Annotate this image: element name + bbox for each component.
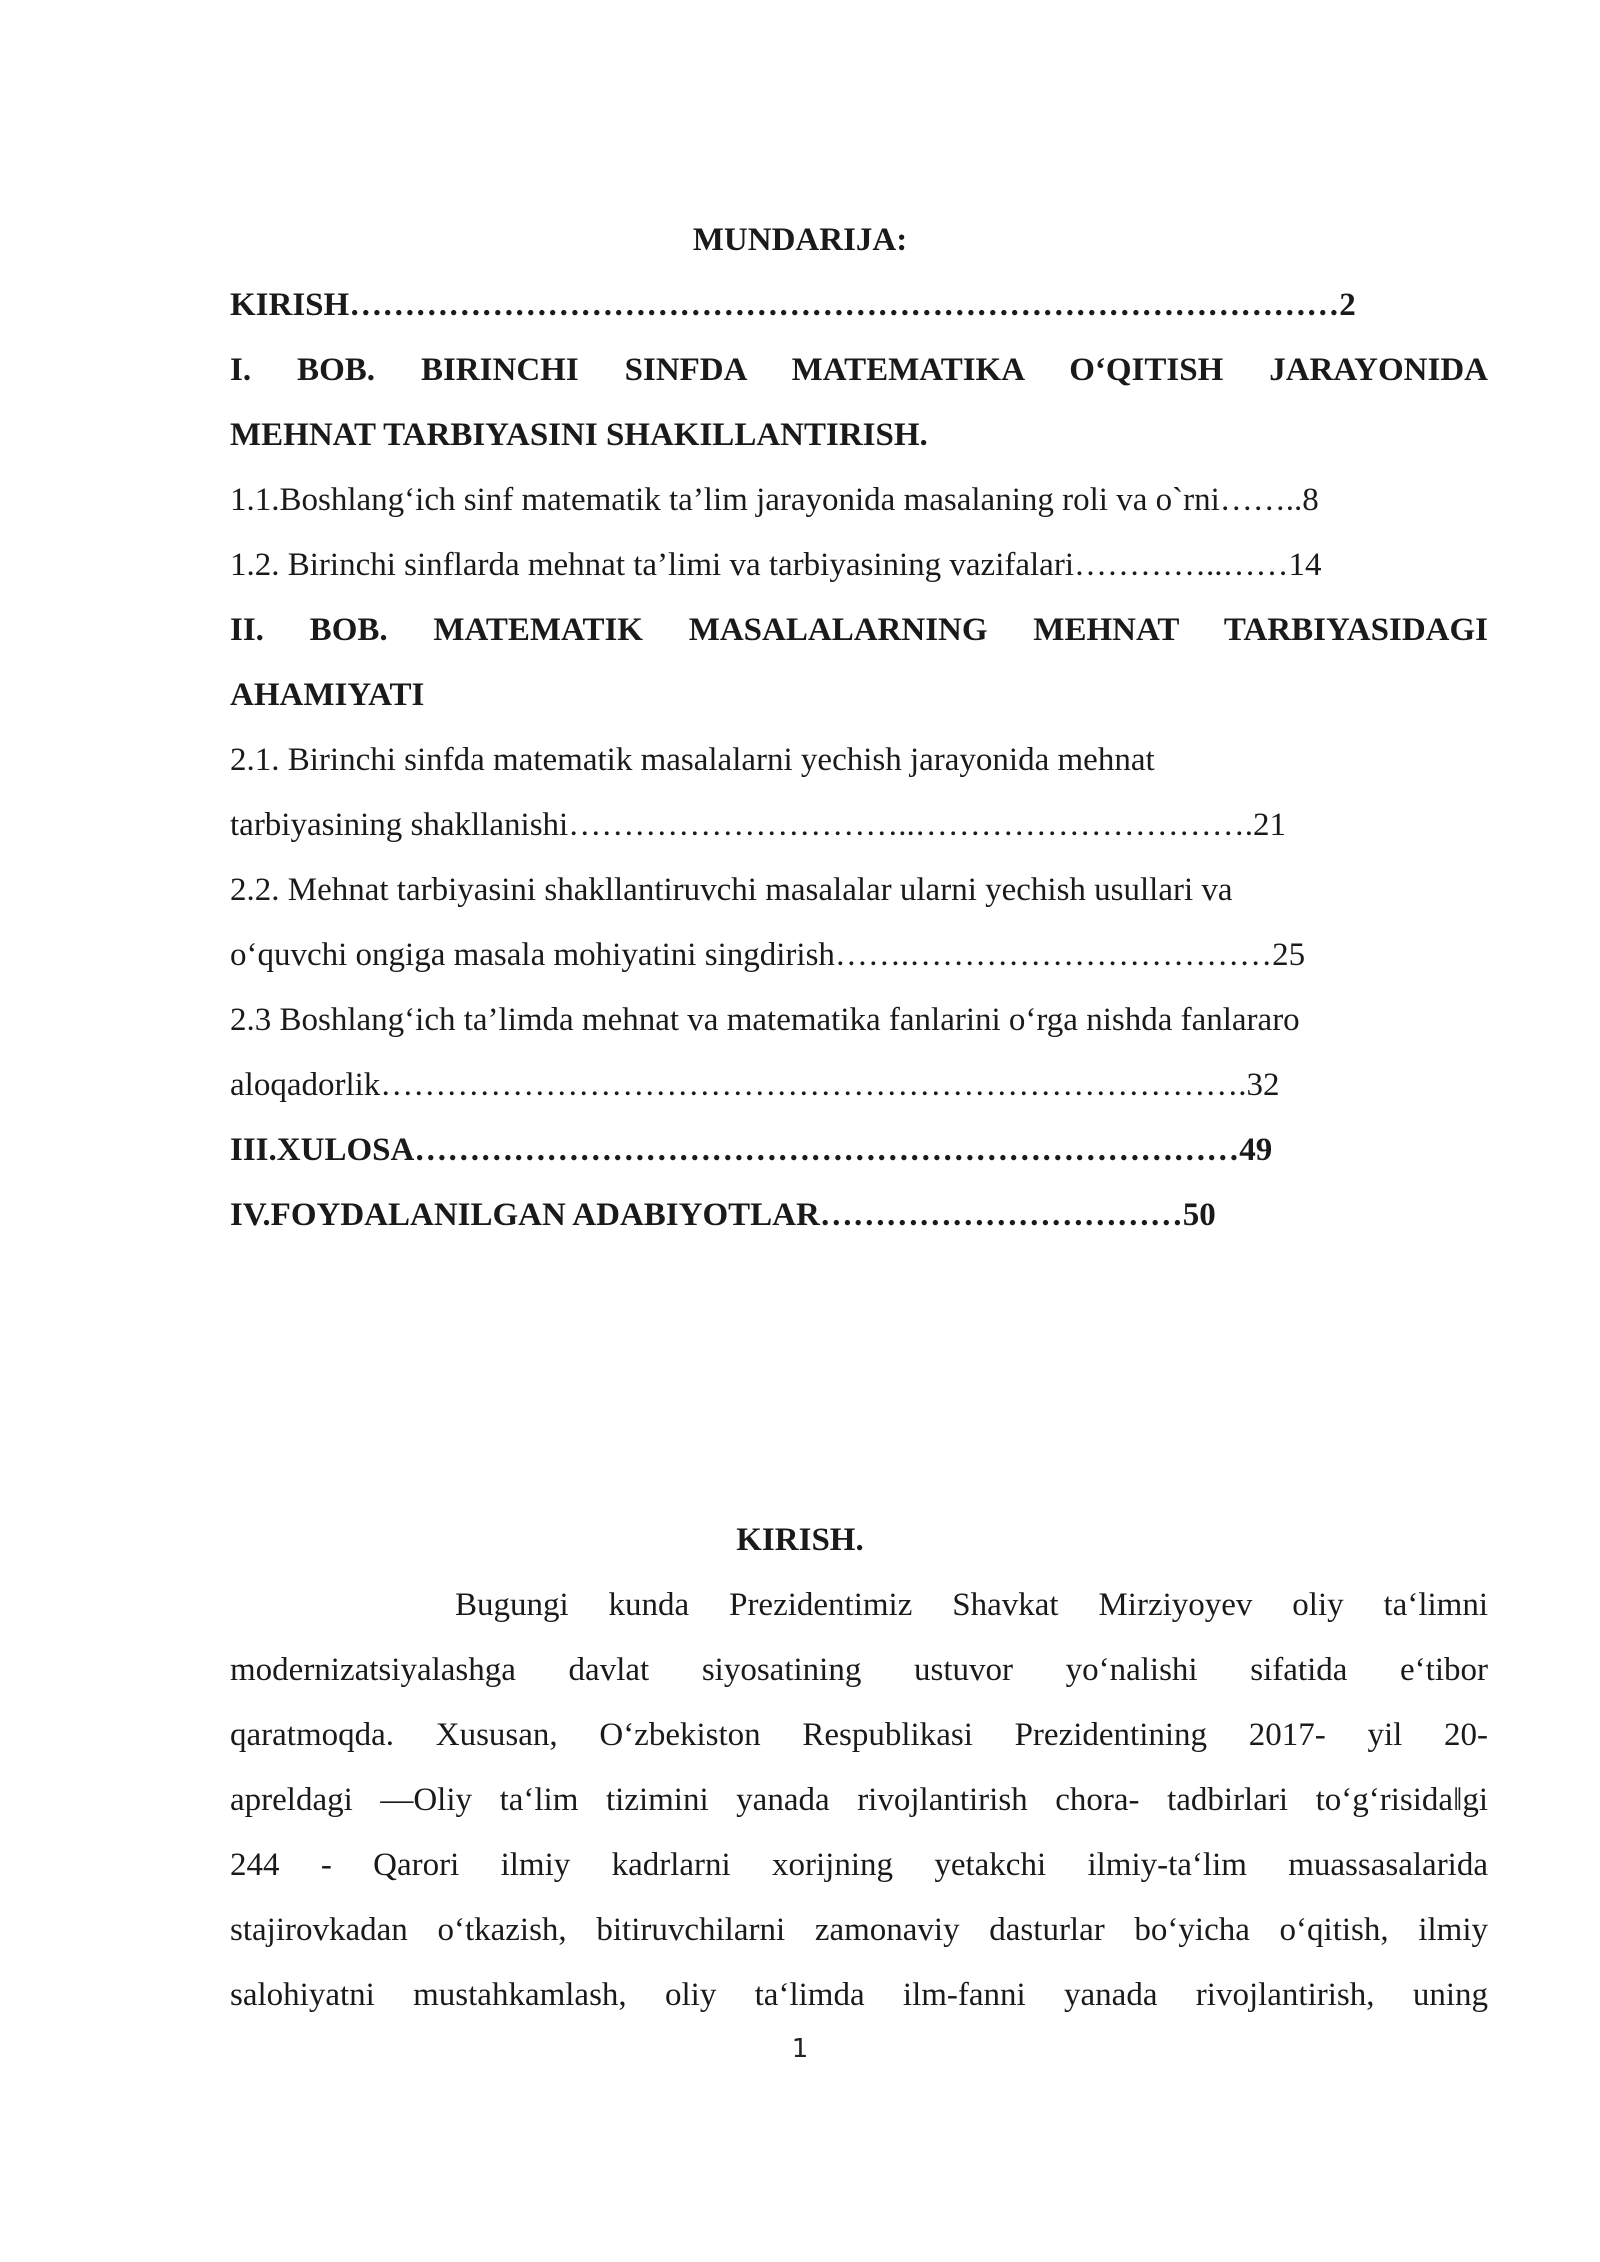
toc-entry-adabiyotlar: IV.FOYDALANILGAN ADABIYOTLAR……………………………50 bbox=[230, 1197, 1216, 1233]
toc-entry-xulosa: III.XULOSA…………………………………………………………………49 bbox=[230, 1132, 1273, 1168]
intro-title: KIRISH. bbox=[736, 1522, 864, 1558]
intro-line-3: qaratmoqda. Xususan, O‘zbekiston Respublikasi Prezidentining 2017- yil 20- bbox=[230, 1717, 1488, 1753]
toc-entry-2-3-line-2: aloqadorlik…………………………………………………………………….32 bbox=[230, 1067, 1280, 1103]
toc-entry-1-2: 1.2. Birinchi sinflarda mehnat ta’limi va tarbiyasining vazifalari…………..……14 bbox=[230, 547, 1322, 583]
page-number: 1 bbox=[791, 2034, 809, 2064]
toc-title: MUNDARIJA: bbox=[692, 222, 908, 258]
toc-entry-chapter-2-line-1: II. BOB. MATEMATIK MASALALARNING MEHNAT TARBIYASIDAGI bbox=[230, 612, 1488, 648]
intro-line-1: Bugungi kunda Prezidentimiz Shavkat Mirziyoyev oliy ta‘limni bbox=[455, 1587, 1488, 1623]
intro-line-5: 244 - Qarori ilmiy kadrlarni xorijning yetakchi ilmiy-ta‘lim muassasalarida bbox=[230, 1847, 1488, 1883]
intro-line-2: modernizatsiyalashga davlat siyosatining ustuvor yo‘nalishi sifatida e‘tibor bbox=[230, 1652, 1488, 1688]
toc-entry-chapter-1-line-1: I. BOB. BIRINCHI SINFDA MATEMATIKA O‘QITISH JARAYONIDA bbox=[230, 352, 1488, 388]
toc-entry-2-2-line-2: o‘quvchi ongiga masala mohiyatini singdirish…….……………………………25 bbox=[230, 937, 1306, 973]
toc-entry-2-1-line-2: tarbiyasining shakllanishi…………………………..………………………….21 bbox=[230, 807, 1286, 843]
toc-entry-2-2-line-1: 2.2. Mehnat tarbiyasini shakllantiruvchi masalalar ularni yechish usullari va bbox=[230, 872, 1233, 908]
intro-line-4: apreldagi ―Oliy ta‘lim tizimini yanada rivojlantirish chora- tadbirlari to‘g‘risida‖gi bbox=[230, 1782, 1488, 1818]
toc-entry-2-3-line-1: 2.3 Boshlang‘ich ta’limda mehnat va matematika fanlarini o‘rga nishda fanlararo bbox=[230, 1002, 1300, 1038]
intro-line-6: stajirovkadan o‘tkazish, bitiruvchilarni zamonaviy dasturlar bo‘yicha o‘qitish, ilmiy bbox=[230, 1912, 1488, 1948]
toc-entry-1-1: 1.1.Boshlang‘ich sinf matematik ta’lim jarayonida masalaning roli va o`rni……..8 bbox=[230, 482, 1319, 518]
toc-entry-chapter-1-line-2: MEHNAT TARBIYASINI SHAKILLANTIRISH. bbox=[230, 417, 928, 453]
intro-line-7: salohiyatni mustahkamlash, oliy ta‘limda ilm-fanni yanada rivojlantirish, uning bbox=[230, 1977, 1488, 2013]
toc-entry-kirish: KIRISH………………………………………………………………………………2 bbox=[230, 287, 1356, 323]
toc-entry-2-1-line-1: 2.1. Birinchi sinfda matematik masalalarni yechish jarayonida mehnat bbox=[230, 742, 1155, 778]
toc-entry-chapter-2-line-2: AHAMIYATI bbox=[230, 677, 425, 713]
